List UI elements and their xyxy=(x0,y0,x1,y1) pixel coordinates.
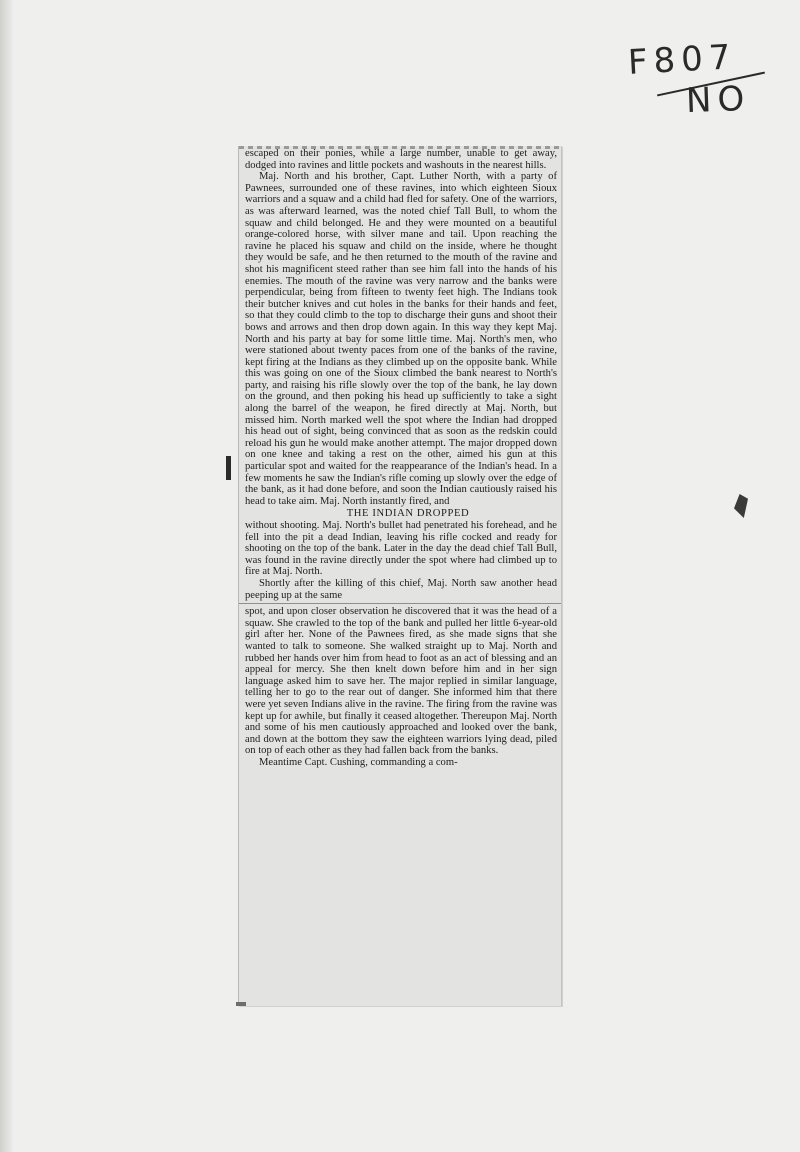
article-paragraph: without shooting. Maj. North's bullet had penetrated his forehead, and he fell into the pit a dead Indian, leaving his rifle cocked and ready for shooting on the top of the bank. Later in the day the dead chief Tall Bull, was found in the ravine directly under the spot where had climbed up to fire at Maj. North. xyxy=(245,520,557,578)
ink-mark xyxy=(226,456,231,480)
article-paragraph: spot, and upon closer observation he discovered that it was the head of a squaw. She crawled to the top of the bank and pulled her little 6-year-old girl after her. None of the Pawnees fired, as she made signs that she wanted to talk to someone. She walked straight up to Maj. North and rubbed her hands over him from head to foot as an act of blessing and an appeal for mercy. She then knelt down before him and in her sign language asked him to save her. The major replied in similar language, telling her to go to the rear out of danger. She informed him that there were yet seven Indians alive in the ravine. The firing from the ravine was kept up for awhile, but finally it ceased altogether. Thereupon Maj. North and some of his men cautiously approached and looked over the bank, and down at the bottom they saw the eighteen warriors lying dead, piled on top of each other as they had fallen back from the banks. xyxy=(245,606,557,757)
clipping-corner-mark xyxy=(236,1002,246,1006)
article-paragraph: Meantime Capt. Cushing, commanding a com- xyxy=(259,756,458,768)
article-paragraph: escaped on their ponies, while a large number, unable to get away, dodged into ravines and little pockets and washouts in the nearest hills. xyxy=(245,148,557,171)
article-paragraph: Maj. North and his brother, Capt. Luther North, with a party of Pawnees, surrounded one of these ravines, into which eighteen Sioux warriors and a squaw and a child had fled for safety. One of the warriors, as was afterward learned, was the noted chief Tall Bull, to whom the squaw and child belonged. He and they were mounted on a beautiful orange-colored horse, with silver mane and tail. Upon reaching the ravine he placed his squaw and child on the inside, where he thought they would be safe, and he then returned to the mouth of the ravine and shot his magnificent steed rather than see him fall into the hands of his enemies. The mouth of the ravine was very narrow and the banks were perpendicular, being from fifteen to twenty feet high. The Indians took their butcher knives and cut holes in the banks for their hands and feet, so that they could climb to the top to discharge their guns and shoot their bows and arrows and then drop down again. In this way they kept Maj. North and his party at bay for some little time. Maj. North's men, who were stationed about twenty paces from one of the banks of the ravine, kept firing at the Indians as they climbed up on the opposite bank. While this was going on one of the Sioux climbed the bank nearest to North's party, and raising his rifle slowly over the top of the bank, he lay down on the ground, and then poking his head up sufficiently to take a sight along the barrel of the weapon, he fired directly at Maj. North, but missed him. North marked well the spot where the Indian had dropped his head out of sight, being convinced that as soon as the redskin could reload his gun he would make another attempt. The major dropped down on one knee and taking a rest on the other, aimed his gun at this particular spot and waited for the reappearance of the Indian's head. In a few moments he saw the Indian's rifle coming up slowly over the edge of the bank, as it had done before, and soon the Indian cautiously raised his head to take aim. Maj. North instantly fired, and xyxy=(245,171,557,507)
newspaper-clipping xyxy=(238,146,562,1006)
clipping-fold xyxy=(239,603,562,604)
ink-mark xyxy=(734,494,748,518)
page-edge-shadow xyxy=(0,0,14,1152)
article-subhead: THE INDIAN DROPPED xyxy=(346,508,470,520)
annotation-sub: NO xyxy=(685,78,751,122)
article-paragraph: Shortly after the killing of this chief, Maj. North saw another head peeping up at the same xyxy=(245,577,557,601)
handwritten-annotation xyxy=(627,37,778,122)
article-column xyxy=(245,148,557,768)
annotation-code: F807 xyxy=(627,37,738,83)
